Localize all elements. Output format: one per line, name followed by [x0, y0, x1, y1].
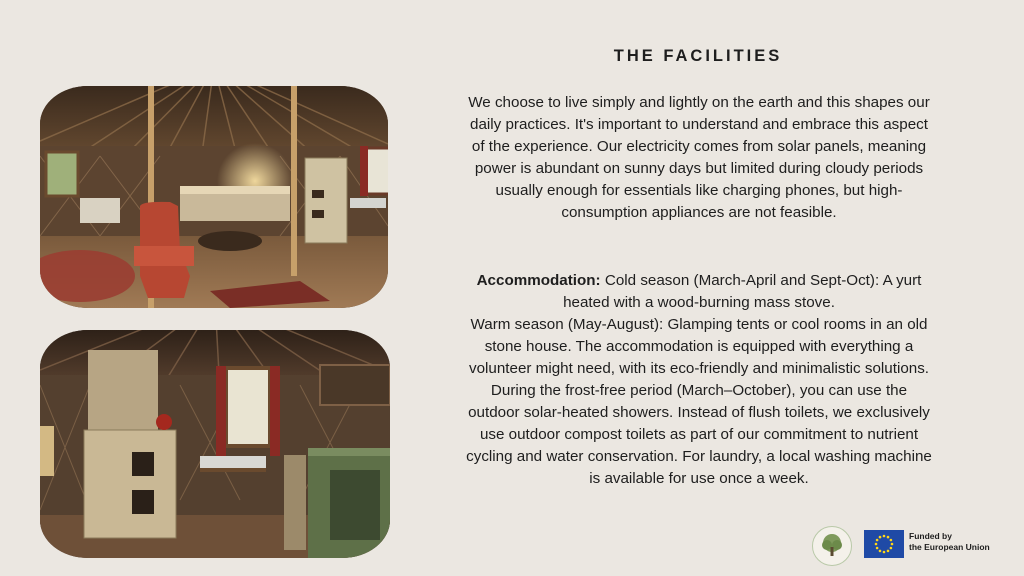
accommodation-label: Accommodation: — [476, 272, 601, 289]
eu-funding-line2: the European Union — [909, 542, 990, 552]
accommodation-cold-season: Cold season (March-April and Sept-Oct): A yurt heated with a wood-burning mass stove. — [563, 272, 922, 311]
yurt-bedroom-image — [40, 86, 388, 308]
eu-flag-icon — [864, 530, 904, 558]
yurt-interior-photo-bottom — [40, 330, 390, 558]
intro-paragraph: We choose to live simply and lightly on the earth and this shapes our daily practices. It's important to understand and embrace this aspect of the experience. Our electricity comes from solar panels, meaning power is abundant on sunny days but limited during cloudy periods usually enough for essentials like charging phones, but high-consumption appliances are not feasible. — [468, 94, 930, 221]
accommodation-warm-season: Warm season (May-August): Glamping tents or cool rooms in an old stone house. The accommodation is equipped with everything a volunteer might need, with its eco-friendly and minimalistic solutions. During the frost-free period (March–October), you can use the outdoor solar-heated showers. Instead of flush toilets, we exclusively use outdoor compost toilets as part of our commitment to nutrient cycling and water conservation. For laundry, a local washing machine is available for use once a week. — [466, 316, 932, 487]
eu-funding-label — [909, 531, 990, 553]
ecovillage-logo — [812, 526, 852, 566]
yurt-interior-photo-top — [40, 86, 388, 308]
yurt-stove-image — [40, 330, 390, 558]
accommodation-paragraph — [464, 270, 934, 490]
page-title: THE FACILITIES — [613, 47, 783, 65]
eu-funding-line1: Funded by — [909, 531, 952, 541]
tree-icon — [818, 532, 846, 560]
